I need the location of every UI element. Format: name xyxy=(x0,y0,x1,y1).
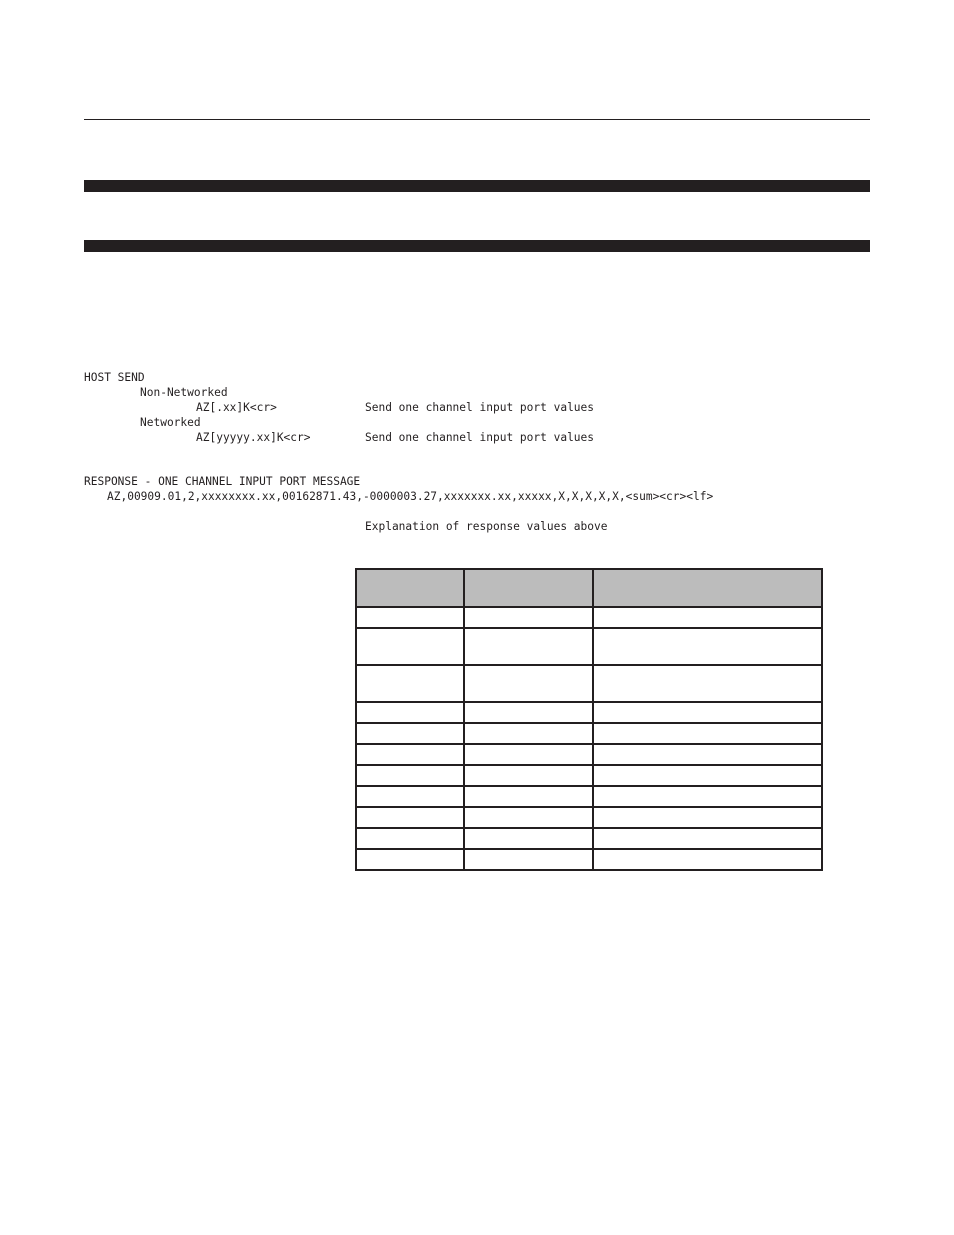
table-row xyxy=(356,723,822,744)
response-heading: RESPONSE - ONE CHANNEL INPUT PORT MESSAGE xyxy=(84,475,361,488)
table-cell xyxy=(356,849,464,870)
table-cell xyxy=(356,828,464,849)
table-row xyxy=(356,786,822,807)
table-cell xyxy=(464,765,593,786)
table-cell xyxy=(464,786,593,807)
response-explanation: Explanation of response values above xyxy=(365,520,608,533)
table-cell xyxy=(356,723,464,744)
table-row xyxy=(356,628,822,665)
table-cell xyxy=(464,744,593,765)
table-header-cell xyxy=(356,569,464,607)
table-cell xyxy=(593,607,822,628)
networked-label: Networked xyxy=(140,416,201,429)
table-cell xyxy=(593,765,822,786)
table-header-row xyxy=(356,569,822,607)
host-send-heading: HOST SEND xyxy=(84,371,145,384)
table-cell xyxy=(356,702,464,723)
table-cell xyxy=(593,849,822,870)
table-cell xyxy=(464,807,593,828)
table-cell xyxy=(356,744,464,765)
table-cell xyxy=(593,702,822,723)
table-row xyxy=(356,765,822,786)
table-cell xyxy=(593,744,822,765)
table-cell xyxy=(356,807,464,828)
table-row xyxy=(356,828,822,849)
table-cell xyxy=(464,665,593,702)
response-values-table xyxy=(355,568,823,871)
table-cell xyxy=(356,786,464,807)
table-cell xyxy=(464,828,593,849)
title-bar-top xyxy=(84,180,870,192)
table-row xyxy=(356,744,822,765)
table-row xyxy=(356,607,822,628)
table-cell xyxy=(593,628,822,665)
non-networked-description: Send one channel input port values xyxy=(365,401,595,414)
table-cell xyxy=(356,628,464,665)
table-row xyxy=(356,665,822,702)
response-message: AZ,00909.01,2,xxxxxxxx.xx,00162871.43,-0000003.27,xxxxxxx.xx,xxxxx,X,X,X,X,X,<sum><cr><lf> xyxy=(107,490,714,503)
non-networked-command: AZ[.xx]K<cr> xyxy=(196,401,277,414)
table-cell xyxy=(593,665,822,702)
table-row xyxy=(356,807,822,828)
header-rule xyxy=(84,119,870,120)
table-cell xyxy=(593,723,822,744)
title-bar-bottom xyxy=(84,240,870,252)
networked-description: Send one channel input port values xyxy=(365,431,595,444)
table-cell xyxy=(464,702,593,723)
table-row xyxy=(356,702,822,723)
table-body xyxy=(356,607,822,870)
table-cell xyxy=(464,607,593,628)
table-header-cell xyxy=(593,569,822,607)
non-networked-label: Non-Networked xyxy=(140,386,228,399)
table-cell xyxy=(593,786,822,807)
table-cell xyxy=(593,807,822,828)
table-cell xyxy=(464,723,593,744)
table-cell xyxy=(464,628,593,665)
table-cell xyxy=(356,765,464,786)
table-row xyxy=(356,849,822,870)
networked-command: AZ[yyyyy.xx]K<cr> xyxy=(196,431,311,444)
table-cell xyxy=(356,665,464,702)
table-cell xyxy=(356,607,464,628)
table-cell xyxy=(464,849,593,870)
table-header-cell xyxy=(464,569,593,607)
table-cell xyxy=(593,828,822,849)
